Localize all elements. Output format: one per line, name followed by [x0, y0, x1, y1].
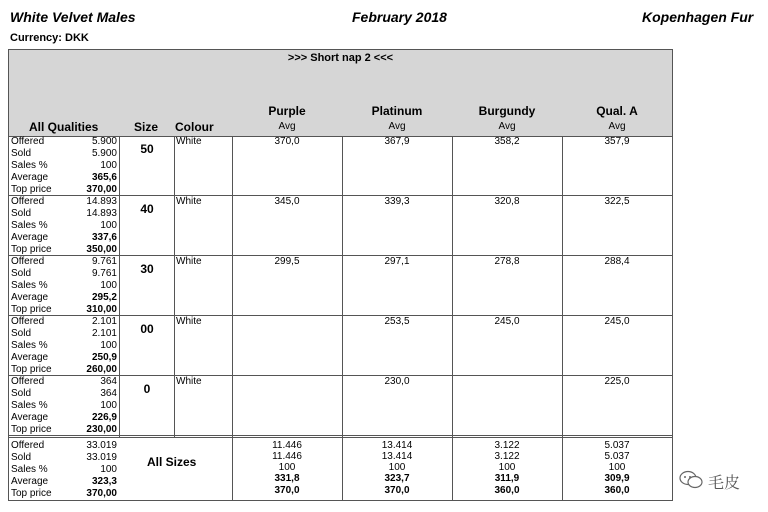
- top-price-value: 310,00: [86, 304, 117, 315]
- short-nap-label: >>> Short nap 2 <<<: [287, 52, 394, 64]
- top-price-value: 350,00: [86, 244, 117, 255]
- top-price-value: 370,00: [86, 184, 117, 195]
- burgundy-avg: 320,8: [494, 196, 520, 207]
- quala-total-sales: 100: [608, 462, 626, 473]
- quala-total-average: 309,9: [604, 473, 630, 484]
- quala-total-sold: 5.037: [604, 451, 630, 462]
- average-value: 365,6: [91, 172, 117, 183]
- column-platinum-header: Platinum: [371, 104, 423, 118]
- platinum-total-average: 323,7: [384, 473, 410, 484]
- stat-label: Offered: [11, 136, 45, 147]
- results-table: [8, 49, 673, 501]
- offered-value: 364: [100, 376, 117, 387]
- platinum-avg: 253,5: [384, 316, 410, 327]
- stat-label: Offered: [11, 196, 45, 207]
- auction-house: Kopenhagen Fur: [642, 9, 754, 25]
- column-purple-sub: Avg: [278, 121, 296, 132]
- burgundy-total-sales: 100: [498, 462, 516, 473]
- burgundy-avg: 245,0: [494, 316, 520, 327]
- quala-avg: 245,0: [604, 316, 630, 327]
- burgundy-total-top: 360,0: [494, 485, 520, 496]
- platinum-total-top: 370,0: [384, 485, 410, 496]
- burgundy-total-sold: 3.122: [494, 451, 520, 462]
- report-date: February 2018: [352, 9, 447, 25]
- sales-percent-value: 100: [100, 280, 117, 291]
- purple-total-sales: 100: [278, 462, 296, 473]
- column-platinum-sub: Avg: [388, 121, 406, 132]
- colour-value: White: [176, 256, 202, 267]
- top-price-value: 260,00: [86, 364, 117, 375]
- sales-percent-total: 100: [100, 464, 117, 475]
- burgundy-total-average: 311,9: [494, 473, 520, 484]
- table-header: [9, 50, 672, 136]
- stat-label: Top price: [11, 244, 52, 255]
- table-row: [9, 136, 672, 195]
- quala-avg: 225,0: [604, 376, 630, 387]
- offered-value: 5.900: [91, 136, 117, 147]
- currency-label: Currency: DKK: [10, 32, 89, 44]
- sales-percent-value: 100: [100, 160, 117, 171]
- stat-label: Sales %: [11, 280, 48, 291]
- sold-value: 364: [100, 388, 117, 399]
- sales-percent-value: 100: [100, 400, 117, 411]
- size-value: 00: [140, 322, 154, 336]
- average-value: 226,9: [91, 412, 117, 423]
- stat-label: Offered: [11, 316, 45, 327]
- sold-value: 5.900: [91, 148, 117, 159]
- stat-label: Average: [11, 172, 49, 183]
- platinum-total-sold: 13.414: [381, 451, 413, 462]
- platinum-avg: 367,9: [384, 136, 410, 147]
- totals-row: [9, 440, 672, 500]
- platinum-avg: 297,1: [384, 256, 410, 267]
- table-row: [9, 196, 672, 255]
- stat-label: Average: [11, 292, 49, 303]
- platinum-avg: 230,0: [384, 376, 410, 387]
- stat-label: Sold: [11, 388, 32, 399]
- purple-total-average: 331,8: [274, 473, 300, 484]
- colour-column-header: Colour: [175, 120, 214, 134]
- sold-total: 33.019: [86, 452, 117, 463]
- offered-total: 33.019: [86, 440, 117, 451]
- stat-label: Sales %: [11, 464, 48, 475]
- colour-value: White: [176, 376, 202, 387]
- stat-label: Offered: [11, 440, 45, 451]
- purple-total-offered: 11.446: [272, 440, 302, 451]
- stat-label: Sold: [11, 208, 32, 219]
- all-sizes-label: All Sizes: [147, 455, 197, 469]
- stat-label: Offered: [11, 256, 45, 267]
- stat-label: Top price: [11, 424, 52, 435]
- burgundy-avg: 278,8: [494, 256, 520, 267]
- quala-avg: 357,9: [604, 136, 630, 147]
- colour-value: White: [176, 316, 202, 327]
- sold-value: 2.101: [91, 328, 117, 339]
- stat-label: Offered: [11, 376, 45, 387]
- offered-value: 9.761: [91, 256, 117, 267]
- purple-total-top: 370,0: [274, 485, 300, 496]
- stat-label: Sold: [11, 268, 32, 279]
- offered-value: 14.893: [86, 196, 117, 207]
- size-value: 50: [140, 142, 154, 156]
- table-row: [9, 316, 672, 375]
- wechat-icon: [678, 470, 706, 495]
- table-row: [9, 376, 672, 435]
- totals-divider: [9, 437, 672, 438]
- sales-percent-value: 100: [100, 340, 117, 351]
- average-value: 250,9: [91, 352, 117, 363]
- platinum-total-sales: 100: [388, 462, 406, 473]
- column-purple-header: Purple: [268, 104, 306, 118]
- purple-avg: 299,5: [274, 256, 300, 267]
- size-value: 40: [140, 202, 154, 216]
- purple-avg: 370,0: [274, 136, 300, 147]
- sold-value: 9.761: [91, 268, 117, 279]
- stat-label: Sales %: [11, 400, 48, 411]
- top-price-value: 230,00: [86, 424, 117, 435]
- sales-percent-value: 100: [100, 220, 117, 231]
- stat-label: Average: [11, 232, 49, 243]
- average-value: 337,6: [91, 232, 117, 243]
- size-value: 30: [140, 262, 154, 276]
- purple-total-sold: 11.446: [272, 451, 302, 462]
- column-burgundy-sub: Avg: [498, 121, 516, 132]
- burgundy-avg: 358,2: [494, 136, 520, 147]
- stat-label: Average: [11, 476, 49, 487]
- colour-value: White: [176, 136, 202, 147]
- stat-label: Top price: [11, 488, 52, 499]
- top-price-total: 370,00: [86, 488, 117, 499]
- stat-label: Sales %: [11, 160, 48, 171]
- stat-label: Sales %: [11, 220, 48, 231]
- quala-avg: 288,4: [604, 256, 630, 267]
- table-row: [9, 256, 672, 315]
- offered-value: 2.101: [91, 316, 117, 327]
- stat-label: Sales %: [11, 340, 48, 351]
- platinum-total-offered: 13.414: [381, 440, 413, 451]
- stat-label: Top price: [11, 304, 52, 315]
- size-column-header: Size: [134, 120, 159, 134]
- column-burgundy-header: Burgundy: [478, 104, 536, 118]
- platinum-avg: 339,3: [384, 196, 410, 207]
- stat-label: Top price: [11, 364, 52, 375]
- sold-value: 14.893: [86, 208, 117, 219]
- watermark-text: 毛皮: [708, 475, 741, 492]
- stat-label: Sold: [11, 148, 32, 159]
- stat-label: Sold: [11, 328, 32, 339]
- burgundy-total-offered: 3.122: [494, 440, 520, 451]
- colour-value: White: [176, 196, 202, 207]
- stat-label: Top price: [11, 184, 52, 195]
- stat-label: Sold: [11, 452, 32, 463]
- quala-avg: 322,5: [604, 196, 630, 207]
- report-title: White Velvet Males: [10, 9, 136, 25]
- purple-avg: 345,0: [274, 196, 300, 207]
- average-total: 323,3: [91, 476, 117, 487]
- quala-total-top: 360,0: [604, 485, 630, 496]
- average-value: 295,2: [91, 292, 117, 303]
- watermark: [678, 470, 748, 490]
- stat-label: Average: [11, 352, 49, 363]
- size-value: 0: [143, 382, 151, 396]
- quala-total-offered: 5.037: [604, 440, 630, 451]
- column-quala-sub: Avg: [608, 121, 626, 132]
- stat-label: Average: [11, 412, 49, 423]
- column-quala-header: Qual. A: [596, 104, 638, 118]
- all-qualities-label: All Qualities: [29, 120, 99, 134]
